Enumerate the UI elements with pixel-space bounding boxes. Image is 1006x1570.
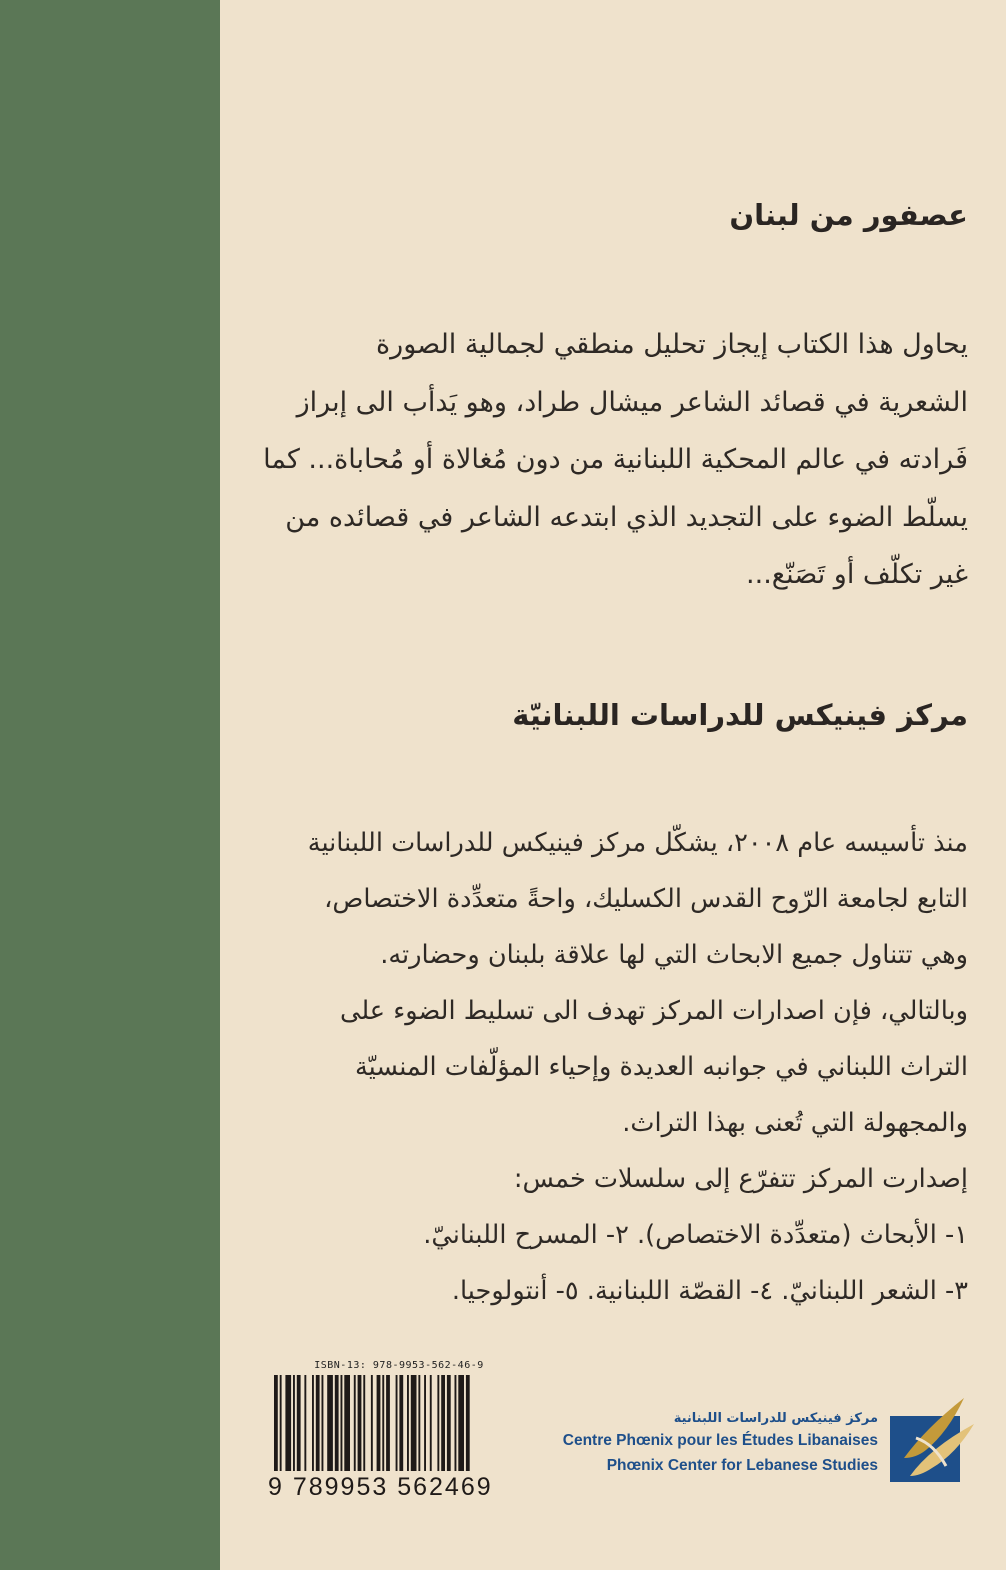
publisher-block	[563, 1411, 878, 1482]
barcode-bar	[377, 1375, 381, 1471]
barcode-bar	[466, 1375, 470, 1471]
center-description	[296, 815, 968, 1319]
center-line: والمجهولة التي تُعنى بهذا التراث.	[622, 1108, 968, 1138]
center-line: منذ تأسيسه عام ٢٠٠٨، يشكّل مركز فينيكس للدراسات اللبنانية	[307, 828, 968, 858]
center-line: وبالتالي، فإن اصدارات المركز تهدف الى تسليط الضوء على	[340, 996, 968, 1026]
barcode-block	[268, 1360, 530, 1502]
barcode-bar	[447, 1375, 451, 1471]
publisher-name-arabic: مركز فينيكس للدراسات اللبنانية	[673, 1411, 878, 1426]
barcode-bar	[411, 1375, 417, 1471]
description-line: يسلّط الضوء على التجديد الذي ابتدعه الشاعر في قصائده من	[285, 501, 968, 533]
center-line: التراث اللبناني في جوانبه العديدة وإحياء المؤلّفات المنسيّة	[354, 1052, 968, 1082]
publisher-name-english: Phœnix Center for Lebanese Studies	[606, 1457, 878, 1474]
barcode-bar	[437, 1375, 439, 1471]
isbn-label: ISBN-13: 978-9953-562-46-9	[314, 1360, 484, 1371]
barcode-bar	[424, 1375, 426, 1471]
barcode-bar	[280, 1375, 282, 1471]
barcode-number: 9 789953 562469	[268, 1473, 493, 1501]
barcode-bar	[430, 1375, 432, 1471]
barcode-bar	[458, 1375, 464, 1471]
barcode-bar	[399, 1375, 403, 1471]
barcode-bar	[418, 1375, 420, 1471]
phoenix-logo-icon	[886, 1388, 978, 1488]
barcode-bar	[322, 1375, 324, 1471]
barcode-bar	[407, 1375, 409, 1471]
barcode-bar	[455, 1375, 457, 1471]
publisher-name-french: Centre Phœnix pour les Études Libanaises	[562, 1432, 878, 1449]
barcode-bar	[396, 1375, 398, 1471]
barcode-bar	[293, 1375, 295, 1471]
center-line: التابع لجامعة الرّوح القدس الكسليك، واحةً متعدِّدة الاختصاص،	[324, 884, 968, 914]
barcode-bar	[363, 1375, 365, 1471]
barcode-bar	[344, 1375, 350, 1471]
book-title: عصفور من لبنان	[729, 198, 968, 232]
series-list-line: ١- الأبحاث (متعدِّدة الاختصاص). ٢- المسرح اللبنانيّ.	[423, 1220, 968, 1250]
barcode-bar	[285, 1375, 291, 1471]
series-list-line: ٣- الشعر اللبنانيّ. ٤- القصّة اللبنانية. ٥- أنتولوجيا.	[451, 1276, 968, 1306]
barcode-bar	[312, 1375, 314, 1471]
barcode-bar	[304, 1375, 306, 1471]
barcode-bar	[386, 1375, 390, 1471]
barcode-bar	[274, 1375, 278, 1471]
center-line: وهي تتناول جميع الابحاث التي لها علاقة بلبنان وحضارته.	[380, 940, 968, 970]
green-spine-band	[0, 0, 220, 1570]
center-heading: مركز فينيكس للدراسات اللبنانيّة	[512, 698, 968, 732]
barcode-bar	[441, 1375, 445, 1471]
description-line: غير تكلّف أو تَصَنّع...	[746, 559, 968, 590]
barcode-bar	[297, 1375, 301, 1471]
barcode-bar	[358, 1375, 362, 1471]
series-intro: إصدارت المركز تتفرّع إلى سلسلات خمس:	[513, 1164, 968, 1194]
description-line: فَرادته في عالم المحكية اللبنانية من دون مُغالاة أو مُحاباة... كما	[263, 444, 968, 475]
barcode-bar	[371, 1375, 373, 1471]
barcode-bar	[341, 1375, 343, 1471]
barcode-bars	[268, 1375, 530, 1471]
barcode-bar	[382, 1375, 384, 1471]
book-description	[263, 316, 968, 604]
barcode-bar	[316, 1375, 320, 1471]
description-line: الشعرية في قصائد الشاعر ميشال طراد، وهو يَدأب الى إبراز	[296, 386, 968, 418]
barcode-bar	[354, 1375, 356, 1471]
barcode-bar	[335, 1375, 339, 1471]
barcode-bar	[327, 1375, 333, 1471]
description-line: يحاول هذا الكتاب إيجاز تحليل منطقي لجمالية الصورة	[376, 329, 968, 360]
